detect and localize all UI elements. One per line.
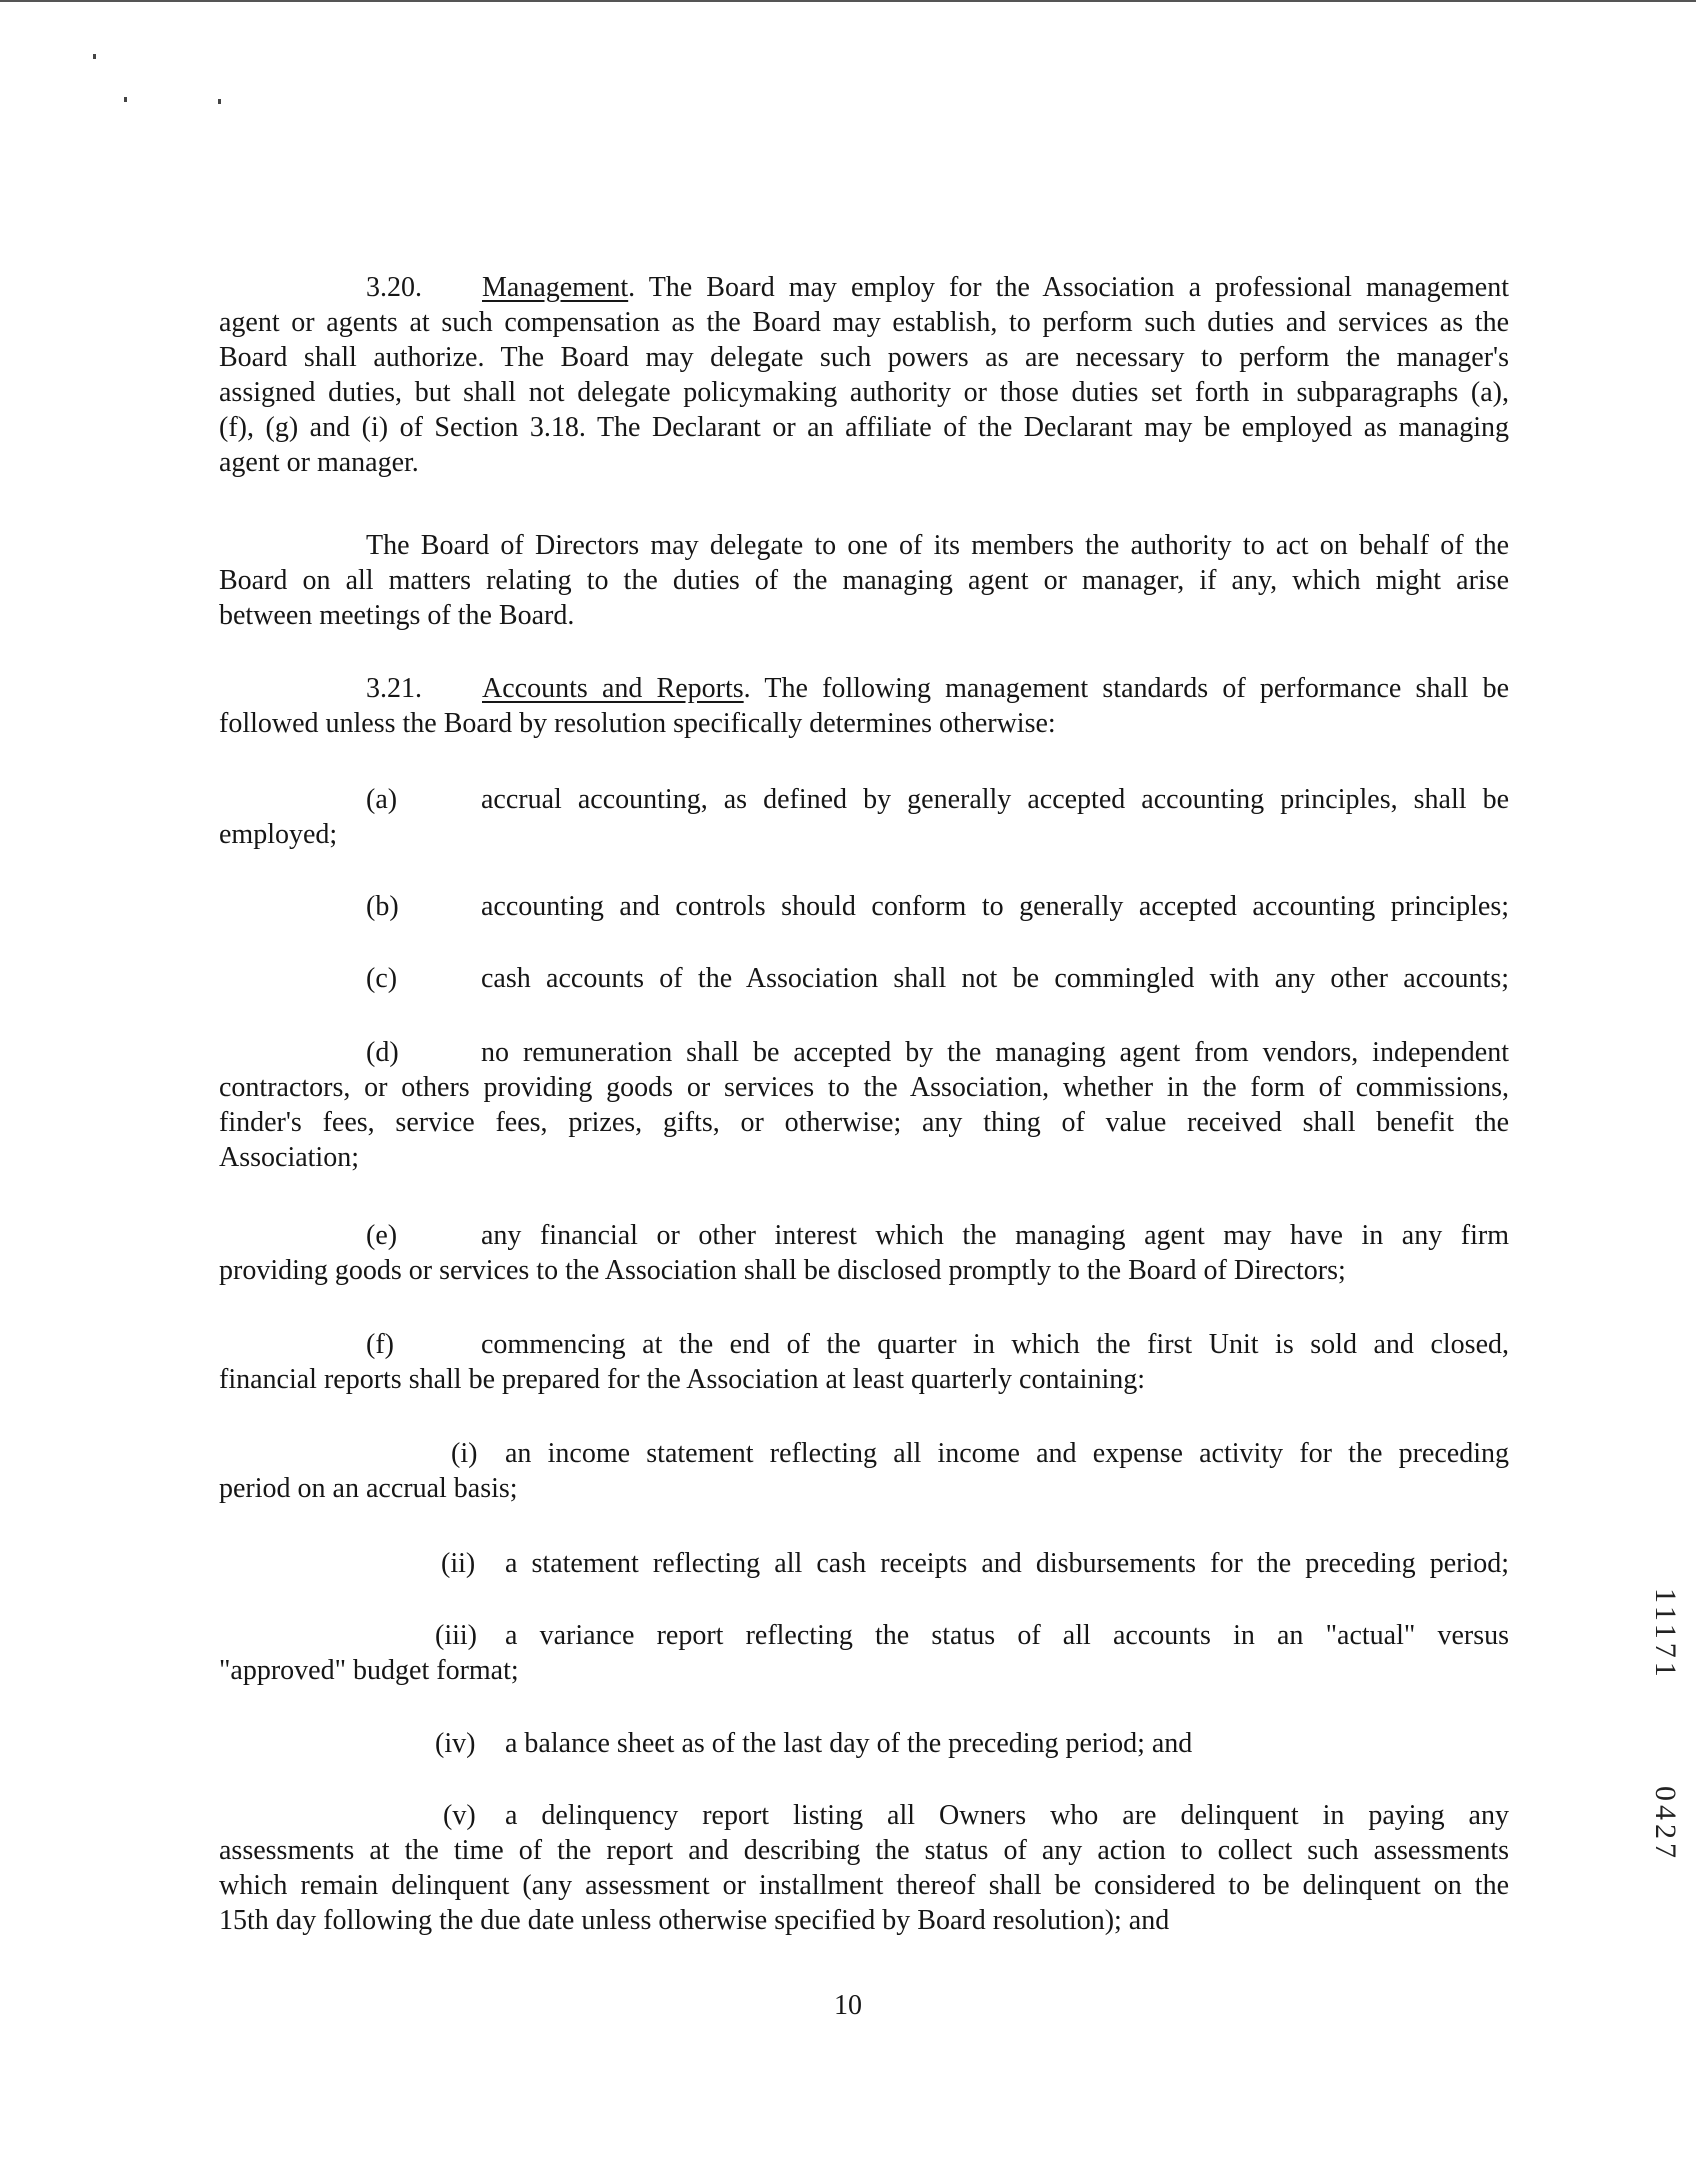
paragraph-line: Board shall authorize. The Board may delegate such powers as are necessary to perform the manager's <box>219 342 1509 373</box>
list-item-a: (a) accrual accounting, as defined by generally accepted accounting principles, shall be employed; <box>219 784 1509 850</box>
item-label: (b) <box>366 891 399 922</box>
sub-item-v: (v) a delinquency report listing all Owners who are delinquent in paying any assessments at the time of the report and describing the status of any action to collect such assessments which remain delinquent (any assessment or installment thereof shall be considered to be delinquent on the 15th day following the due date unless otherwise specified by Board resolution); and <box>219 1800 1509 1936</box>
list-item-f: (f) commencing at the end of the quarter in which the first Unit is sold and closed, financial reports shall be prepared for the Association at least quarterly containing: <box>219 1329 1509 1395</box>
paragraph-line: which remain delinquent (any assessment or installment thereof shall be considered to be delinquent on the <box>219 1870 1509 1901</box>
paragraph-line: agent or manager. <box>219 447 419 478</box>
paragraph-line: financial reports shall be prepared for the Association at least quarterly containing: <box>219 1364 1146 1395</box>
paragraph-line: "approved" budget format; <box>219 1655 519 1686</box>
sub-item-label: (iv) <box>435 1728 476 1759</box>
paragraph-line: 15th day following the due date unless otherwise specified by Board resolution); and <box>219 1905 1170 1936</box>
margin-stamp-upper: 11171 <box>1649 1588 1682 1681</box>
item-label: (e) <box>366 1220 398 1251</box>
item-label: (c) <box>366 963 398 994</box>
paragraph-line: providing goods or services to the Association shall be disclosed promptly to the Board of Directors; <box>219 1255 1346 1286</box>
scan-top-edge <box>0 0 1696 2</box>
section-3-21 <box>219 671 1509 741</box>
list-item-e: (e) any financial or other interest which the managing agent may have in any firm providing goods or services to the Association shall be disclosed promptly to the Board of Directors; <box>219 1220 1509 1286</box>
scan-speck <box>124 97 127 102</box>
paragraph-line: Association; <box>219 1142 359 1173</box>
paragraph-line: employed; <box>219 819 338 850</box>
paragraph-line: (f), (g) and (i) of Section 3.18. The Declarant or an affiliate of the Declarant may be employed as managing <box>219 412 1509 443</box>
paragraph-line: The Board of Directors may delegate to one of its members the authority to act on behalf of the <box>366 530 1509 561</box>
paragraph-line: between meetings of the Board. <box>219 600 575 631</box>
sub-item-label: (i) <box>451 1438 478 1469</box>
margin-stamp-lower: 0427 <box>1649 1786 1682 1862</box>
sub-item-iii: (iii) a variance report reflecting the status of all accounts in an "actual" versus "approved" budget format; <box>219 1620 1509 1686</box>
section-number: 3.21. <box>366 673 422 704</box>
paragraph-line: assessments at the time of the report and describing the status of any action to collect such assessments <box>219 1835 1509 1866</box>
list-item-b: (b) accounting and controls should conform to generally accepted accounting principles; <box>366 891 1509 922</box>
paragraph-line: followed unless the Board by resolution specifically determines otherwise: <box>219 708 1056 739</box>
paragraph-line: period on an accrual basis; <box>219 1473 518 1504</box>
section-number: 3.20. <box>366 272 422 303</box>
sub-item-label: (v) <box>443 1800 476 1831</box>
sub-item-label: (iii) <box>435 1620 477 1651</box>
section-3-20 <box>219 270 1509 480</box>
section-3-21-line-1: 3.21. Accounts and Reports. The following management standards of performance shall be <box>366 673 1509 704</box>
paragraph-line: contractors, or others providing goods or services to the Association, whether in the form of commissions, <box>219 1072 1509 1103</box>
list-item-d: (d) no remuneration shall be accepted by the managing agent from vendors, independent contractors, or others providing goods or services to the Association, whether in the form of commissions, finder's fees, service fees, prizes, gifts, or otherwise; any thing of value received shall benefit the Association; <box>219 1037 1509 1173</box>
scan-speck <box>218 99 221 104</box>
sub-item-i: (i) an income statement reflecting all income and expense activity for the preceding period on an accrual basis; <box>219 1438 1509 1504</box>
list-item-c: (c) cash accounts of the Association shall not be commingled with any other accounts; <box>366 963 1509 994</box>
page-number: 10 <box>834 1990 862 2021</box>
paragraph-line: agent or agents at such compensation as the Board may establish, to perform such duties and services as the <box>219 307 1509 338</box>
board-delegation-paragraph <box>219 528 1509 633</box>
item-label: (d) <box>366 1037 399 1068</box>
paragraph-line: assigned duties, but shall not delegate policymaking authority or those duties set forth in subparagraphs (a), <box>219 377 1509 408</box>
sub-item-iv: (iv) a balance sheet as of the last day of the preceding period; and <box>435 1728 1193 1759</box>
section-3-20-line-1: 3.20. Management. The Board may employ for the Association a professional management <box>366 272 1509 303</box>
sub-item-ii: (ii) a statement reflecting all cash receipts and disbursements for the preceding period; <box>441 1548 1509 1579</box>
section-title: Accounts and Reports <box>482 673 744 704</box>
sub-item-label: (ii) <box>441 1548 476 1579</box>
item-label: (f) <box>366 1329 394 1360</box>
item-label: (a) <box>366 784 398 815</box>
paragraph-line: finder's fees, service fees, prizes, gifts, or otherwise; any thing of value received shall benefit the <box>219 1107 1509 1138</box>
paragraph-line: Board on all matters relating to the duties of the managing agent or manager, if any, which might arise <box>219 565 1509 596</box>
scan-speck <box>93 54 96 59</box>
section-title: Management <box>482 272 629 303</box>
